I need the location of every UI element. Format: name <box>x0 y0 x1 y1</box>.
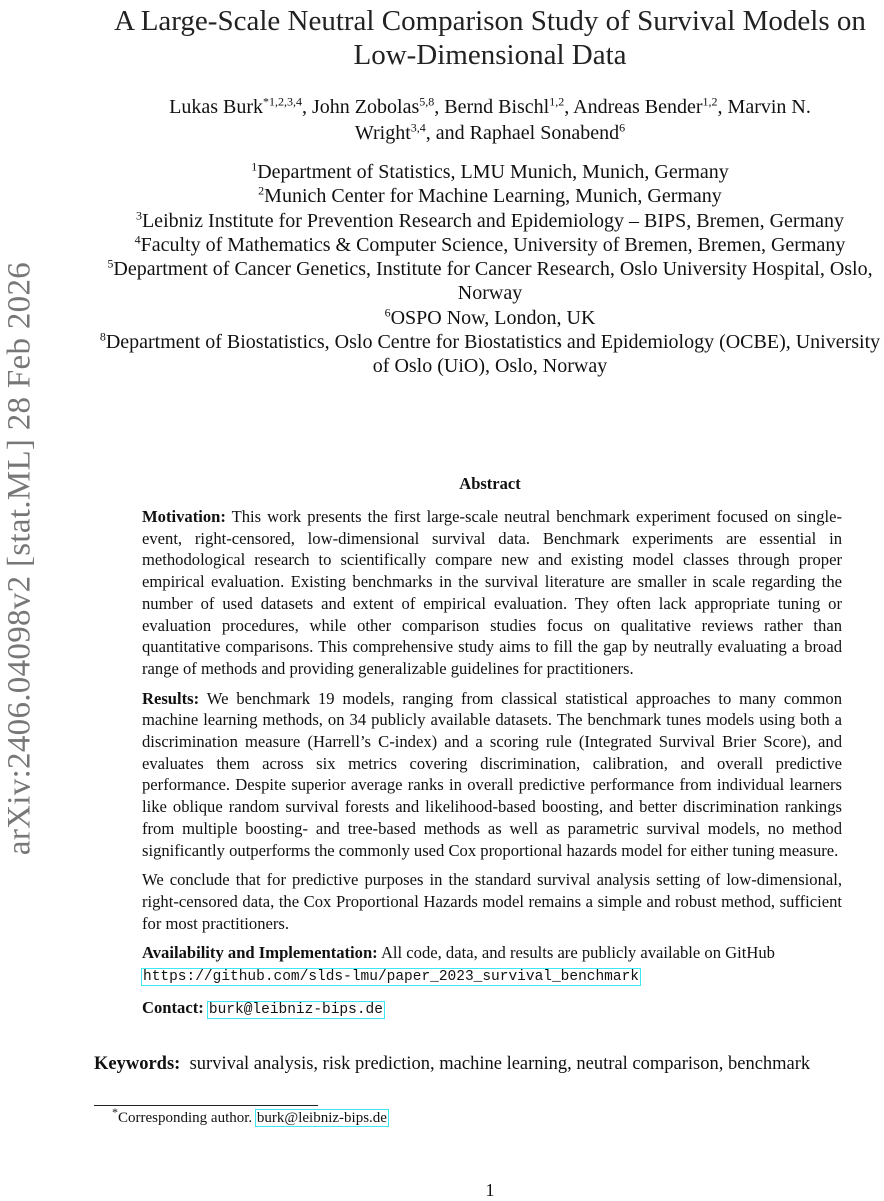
affiliation-number: 5 <box>107 256 114 271</box>
motivation-text: This work presents the first large-scale neutral benchmark experiment focused on single-event, right-censored, low-dimensional survival data. Benchmark experiments are essential in methodological research to scientifically compare new and existing model classes through proper empirical evaluation. Existing benchmarks in the survival literature are smaller in scale regarding the number of used datasets and extent of empirical evaluation. They often lack appropriate tuning or evaluation procedures, while other comparison studies focus on qualitative reviews rather than quantitative comparisons. This comprehensive study aims to fill the gap by neutrally evaluating a broad range of methods and providing generalizable guidelines for practitioners. <box>142 507 843 678</box>
author-separator: , and <box>425 122 470 144</box>
author-affiliation-marks: 3,4 <box>410 120 426 135</box>
author-affiliation-marks: *1,2,3,4 <box>263 94 303 109</box>
affiliation-number: 8 <box>99 329 106 344</box>
affiliation-number: 3 <box>135 207 142 222</box>
affiliation <box>90 257 884 306</box>
abstract <box>142 506 842 1029</box>
footnote-email-link[interactable]: burk@leibniz-bips.de <box>256 1110 387 1126</box>
author-affiliation-marks: 1,2 <box>702 94 718 109</box>
motivation-label: Motivation: <box>142 507 226 526</box>
affiliation-text: Department of Statistics, LMU Munich, Munich, Germany <box>257 161 729 183</box>
author-name: Lukas Burk <box>169 96 264 118</box>
affiliation-number: 2 <box>258 183 265 198</box>
affiliation <box>90 184 884 208</box>
author-list <box>110 94 870 146</box>
affiliation-number: 6 <box>384 305 391 320</box>
paper-title <box>90 4 884 72</box>
page-number: 1 <box>485 1180 495 1200</box>
title-line: A Large-Scale Neutral Comparison Study of Survival Models on <box>114 5 866 37</box>
availability-text: All code, data, and results are publicly available on GitHub <box>380 943 775 963</box>
affiliation-number: 1 <box>251 159 258 174</box>
contact-paragraph <box>142 997 842 1022</box>
contact-email-link[interactable]: burk@leibniz-bips.de <box>208 1001 383 1018</box>
footnote-divider <box>94 1105 318 1106</box>
author-name: Marvin N. Wright <box>354 96 811 144</box>
keywords-label: Keywords: <box>94 1054 181 1074</box>
author-affiliation-marks: 5,8 <box>419 94 435 109</box>
author-separator: , <box>564 96 574 118</box>
author-name: John Zobolas <box>312 96 420 118</box>
affiliation-text: Department of Biostatistics, Oslo Centre for Biostatistics and Epidemiology (OCBE), University of Oslo (UiO), Oslo, Norway <box>105 331 881 378</box>
author-affiliation-marks: 6 <box>619 120 626 135</box>
footnote <box>112 1105 388 1127</box>
author-name: Bernd Bischl <box>444 96 550 118</box>
affiliation-number: 4 <box>134 232 141 247</box>
author-affiliation-marks: 1,2 <box>549 94 565 109</box>
results-label: Results: <box>142 688 200 708</box>
github-link[interactable]: https://github.com/slds-lmu/paper_2023_survival_benchmark <box>143 969 639 986</box>
author-name: Raphael Sonabend <box>469 122 620 144</box>
affiliation-list <box>90 160 884 379</box>
availability-paragraph <box>142 942 842 988</box>
arxiv-identifier: arXiv:2406.04098v2 [stat.ML] 28 Feb 2026 <box>1 261 38 856</box>
author-separator: , <box>302 96 313 118</box>
footnote-mark: * <box>112 1105 118 1119</box>
affiliation-text: OSPO Now, London, UK <box>390 306 596 329</box>
affiliation-text: Department of Cancer Genetics, Institute for Cancer Research, Oslo University Hospital, Oslo, Norway <box>113 258 873 305</box>
keywords <box>94 1052 842 1076</box>
results-text: We benchmark 19 models, ranging from classical statistical approaches to many common machine learning methods, on 34 publicly available datasets. The benchmark tunes models using both a discrimination measure (Harrell’s C-index) and a scoring rule (Integrated Survival Brier Score), and evaluates them across six metrics covering discrimination, calibration, and overall predictive performance. Despite superior average ranks in overall predictive performance from individual learners like oblique random survival forests and likelihood-based boosting, and better discrimination rankings from multiple boosting- and tree-based methods as well as parametric survival models, no method significantly outperforms the commonly used Cox proportional hazards model for either tuning measure. <box>142 688 842 860</box>
conclusion-paragraph: We conclude that for predictive purposes in the standard survival analysis setting of low-dimensional, right-censored data, the Cox Proportional Hazards model remains a simple and robust method, sufficient for most practitioners. <box>142 870 842 933</box>
affiliation-text: Munich Center for Machine Learning, Munich, Germany <box>264 185 722 208</box>
affiliation-text: Faculty of Mathematics & Computer Science, University of Bremen, Bremen, Germany <box>140 233 846 256</box>
author-separator: , <box>717 96 728 118</box>
footnote-text: Corresponding author. <box>118 1110 253 1126</box>
motivation-paragraph <box>142 506 842 680</box>
affiliation <box>90 306 884 330</box>
abstract-heading: Abstract <box>459 474 521 493</box>
affiliation <box>90 330 884 379</box>
contact-label: Contact: <box>142 997 204 1017</box>
results-paragraph <box>142 688 842 862</box>
title-line: Low-Dimensional Data <box>353 39 627 71</box>
keywords-text: survival analysis, risk prediction, machine learning, neutral comparison, benchmark <box>189 1054 811 1074</box>
affiliation <box>90 233 884 257</box>
affiliation-text: Leibniz Institute for Prevention Research and Epidemiology – BIPS, Bremen, Germany <box>141 209 845 232</box>
affiliation <box>90 160 884 184</box>
availability-label: Availability and Implementation: <box>142 943 378 963</box>
affiliation <box>90 209 884 233</box>
author-separator: , <box>434 96 445 118</box>
author-name: Andreas Bender <box>573 96 703 118</box>
